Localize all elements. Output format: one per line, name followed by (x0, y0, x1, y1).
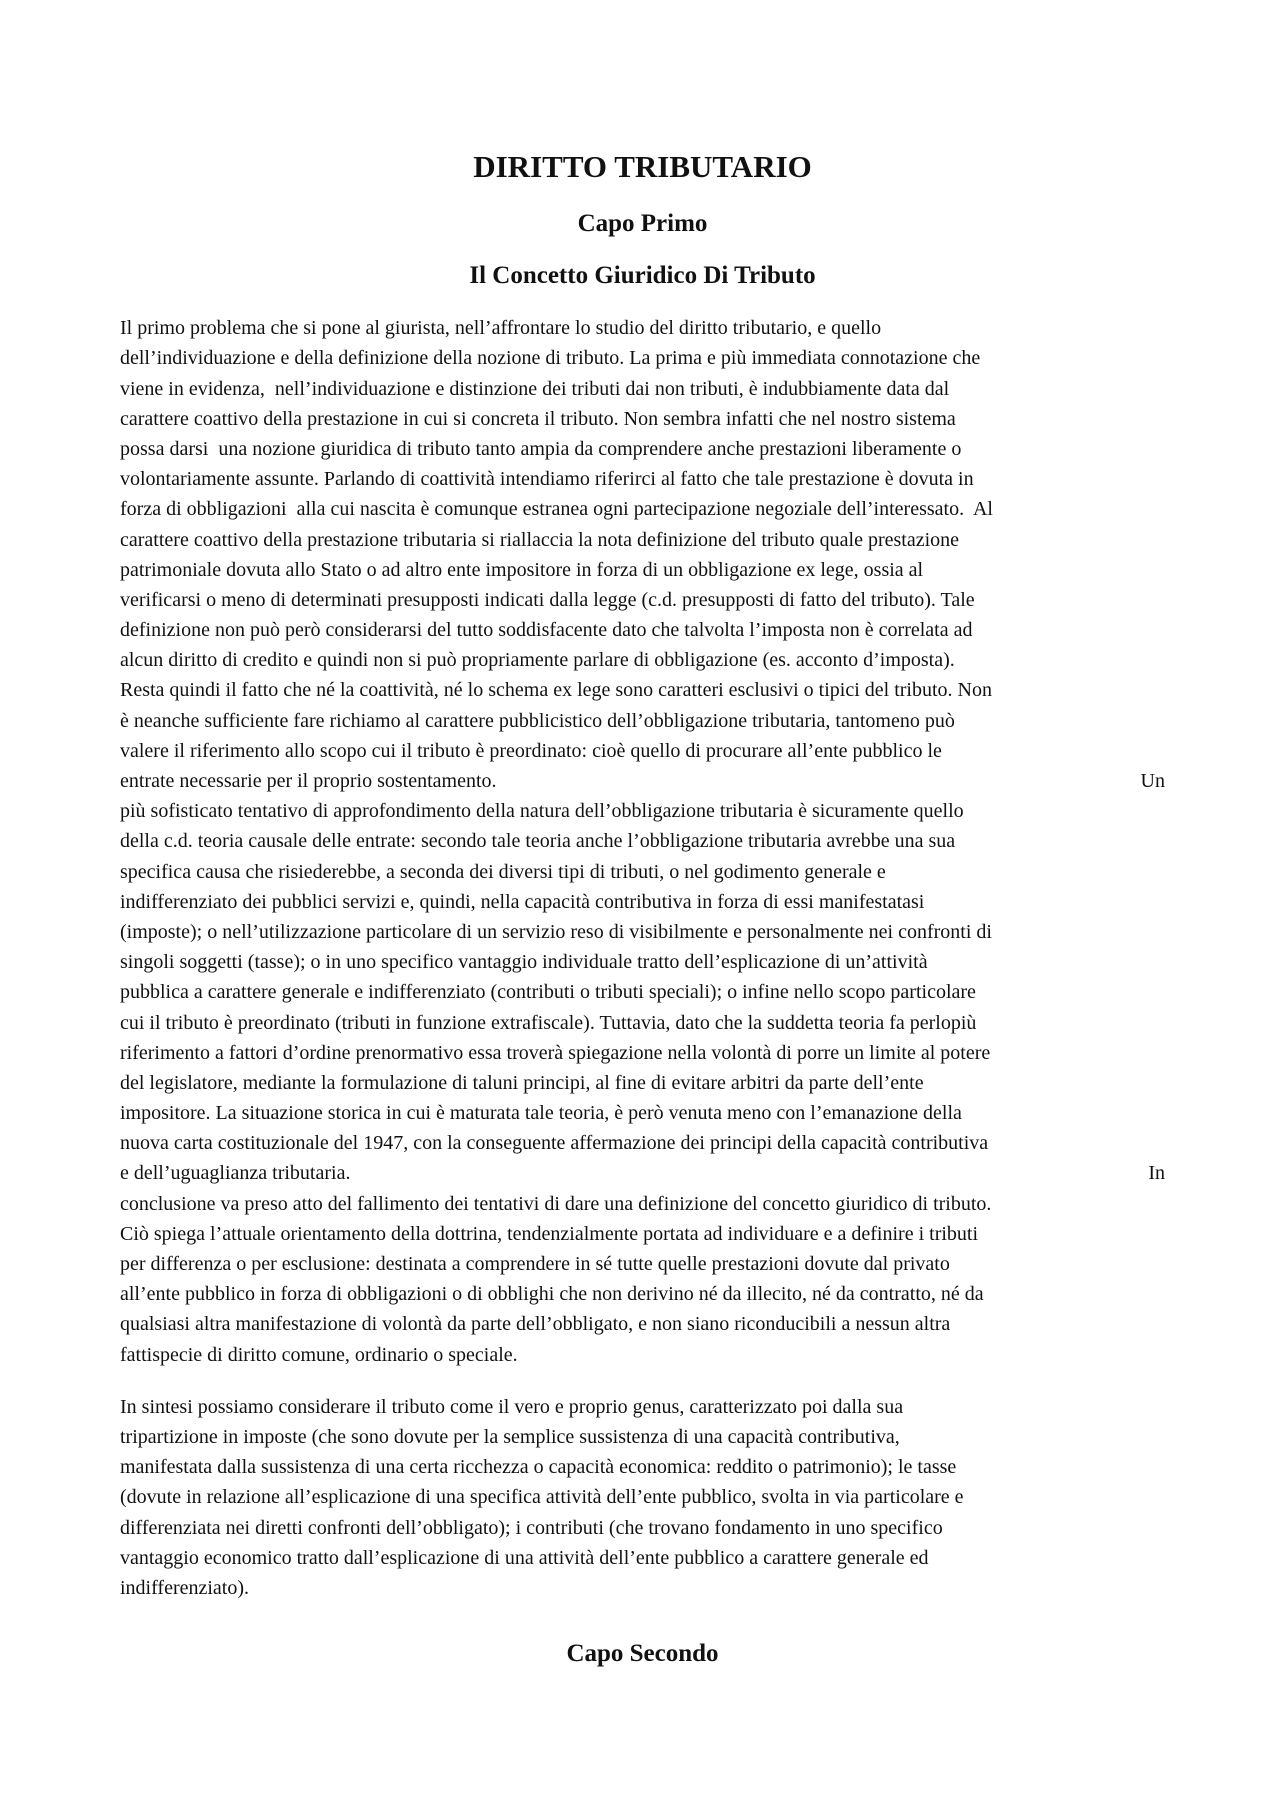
text-line: per differenza o per esclusione: destinata a comprendere in sé tutte quelle prestazioni dovute dal privato (120, 1253, 950, 1275)
chapter-heading-one: Capo Primo (577, 210, 708, 238)
paragraph-three (120, 1189, 1165, 1370)
text-line: carattere coattivo della prestazione tributaria si riallaccia la nota definizione del tributo quale prestazione (120, 528, 960, 551)
text-line: conclusione va preso atto del fallimento dei tentativi di dare una definizione del concetto giuridico di tributo. (120, 1192, 992, 1215)
paragraph-two (120, 796, 1165, 1158)
text-line: Resta quindi il fatto che né la coattività, né lo schema ex lege sono caratteri esclusivi o tipici del tributo. Non (120, 679, 992, 702)
text-line: all’ente pubblico in forza di obbligazioni o di obblighi che non derivino né da illecito, né da contratto, né da (120, 1283, 984, 1306)
split-line-one (120, 766, 1165, 796)
text-line: indifferenziato). (120, 1576, 250, 1599)
text-line: patrimoniale dovuta allo Stato o ad altro ente impositore in forza di un obbligazione ex lege, ossia al (120, 558, 924, 581)
text-line: carattere coattivo della prestazione in cui si concreta il tributo. Non sembra infatti che nel nostro sistema (120, 407, 956, 430)
text-line: viene in evidenza, nell’individuazione e distinzione dei tributi dai non tributi, è indubbiamente data dal (120, 377, 950, 400)
split-line-two-right: In (1148, 1162, 1165, 1185)
text-line: del legislatore, mediante la formulazione di taluni principi, al fine di evitare arbitri da parte dell’ente (120, 1071, 924, 1094)
text-line: più sofisticato tentativo di approfondimento della natura dell’obbligazione tributaria è sicuramente quello (120, 800, 964, 823)
text-line: della c.d. teoria causale delle entrate: secondo tale teoria anche l’obbligazione tributaria avrebbe una sua (120, 830, 956, 853)
text-line: tripartizione in imposte (che sono dovute per la semplice sussistenza di una capacità contributiva, (120, 1425, 900, 1448)
text-line: volontariamente assunte. Parlando di coattività intendiamo riferirci al fatto che tale prestazione è dovuta in (120, 468, 974, 491)
text-line: (dovute in relazione all’esplicazione di una specifica attività dell’ente pubblico, svolta in via particolare e (120, 1486, 964, 1509)
text-line: specifica causa che risiederebbe, a seconda dei diversi tipi di tributi, o nel godimento generale e (120, 860, 886, 883)
split-line-two-left: e dell’uguaglianza tributaria. (120, 1162, 351, 1185)
chapter-heading-two: Capo Secondo (566, 1640, 719, 1668)
text-line: possa darsi una nozione giuridica di tributo tanto ampia da comprendere anche prestazioni liberamente o (120, 437, 962, 460)
text-line: pubblica a carattere generale e indifferenziato (contributi o tributi speciali); o infine nello scopo particolare (120, 981, 976, 1004)
text-line: (imposte); o nell’utilizzazione particolare di un servizio reso di visibilmente e personalmente nei confronti di (120, 920, 992, 943)
section-heading-one: Il Concetto Giuridico Di Tributo (469, 262, 816, 290)
text-line: vantaggio economico tratto dall’esplicazione di una attività dell’ente pubblico a carattere generale ed (120, 1546, 929, 1569)
text-line: verificarsi o meno di determinati presupposti indicati dalla legge (c.d. presupposti di fatto del tributo). Tale (120, 588, 975, 611)
text-line: definizione non può però considerarsi del tutto soddisfacente dato che talvolta l’imposta non è correlata ad (120, 619, 973, 642)
document-title: DIRITTO TRIBUTARIO (473, 149, 812, 184)
text-line: forza di obbligazioni alla cui nascita è comunque estranea ogni partecipazione negoziale dell’interessato. Al (120, 498, 993, 521)
paragraph-one (120, 313, 1165, 766)
text-line: singoli soggetti (tasse); o in uno specifico vantaggio individuale tratto dell’esplicazione di un’attività (120, 951, 928, 974)
text-line: manifestata dalla sussistenza di una certa ricchezza o capacità economica: reddito o patrimonio); le tasse (120, 1456, 957, 1479)
text-line: è neanche sufficiente fare richiamo al carattere pubblicistico dell’obbligazione tributaria, tantomeno può (120, 709, 955, 732)
text-line: nuova carta costituzionale del 1947, con la conseguente affermazione dei principi della capacità contributiva (120, 1132, 989, 1155)
paragraph-gap (120, 1370, 1165, 1392)
text-line: differenziata nei diretti confronti dell’obbligato); i contributi (che trovano fondamento in uno specifico (120, 1516, 943, 1539)
split-line-two (120, 1158, 1165, 1188)
document-page (120, 148, 1165, 1691)
text-line: Ciò spiega l’attuale orientamento della dottrina, tendenzialmente portata ad individuare e a definire i tributi (120, 1222, 979, 1245)
text-line: fattispecie di diritto comune, ordinario o speciale. (120, 1343, 518, 1366)
text-line: impositore. La situazione storica in cui è maturata tale teoria, è però venuta meno con l’emanazione della (120, 1102, 962, 1125)
text-line: alcun diritto di credito e quindi non si può propriamente parlare di obbligazione (es. acconto d’imposta). (120, 649, 955, 672)
text-line: In sintesi possiamo considerare il tributo come il vero e proprio genus, caratterizzato poi dalla sua (120, 1395, 904, 1418)
split-line-one-left: entrate necessarie per il proprio sostentamento. (120, 770, 497, 792)
text-line: indifferenziato dei pubblici servizi e, quindi, nella capacità contributiva in forza di essi manifestatasi (120, 890, 925, 913)
text-line: qualsiasi altra manifestazione di volontà da parte dell’obbligato, e non siano riconducibili a nessun altra (120, 1313, 951, 1336)
text-line: riferimento a fattori d’ordine prenormativo essa troverà spiegazione nella volontà di porre un limite al potere (120, 1041, 991, 1064)
text-line: cui il tributo è preordinato (tributi in funzione extrafiscale). Tuttavia, dato che la suddetta teoria fa perlopiù (120, 1011, 977, 1034)
paragraph-four (120, 1392, 1165, 1603)
split-line-one-right: Un (1140, 770, 1165, 792)
text-line: Il primo problema che si pone al giurista, nell’affrontare lo studio del diritto tributario, e quello (120, 317, 882, 340)
text-line: valere il riferimento allo scopo cui il tributo è preordinato: cioè quello di procurare all’ente pubblico le (120, 739, 942, 762)
text-line: dell’individuazione e della definizione della nozione di tributo. La prima e più immediata connotazione che (120, 347, 981, 370)
